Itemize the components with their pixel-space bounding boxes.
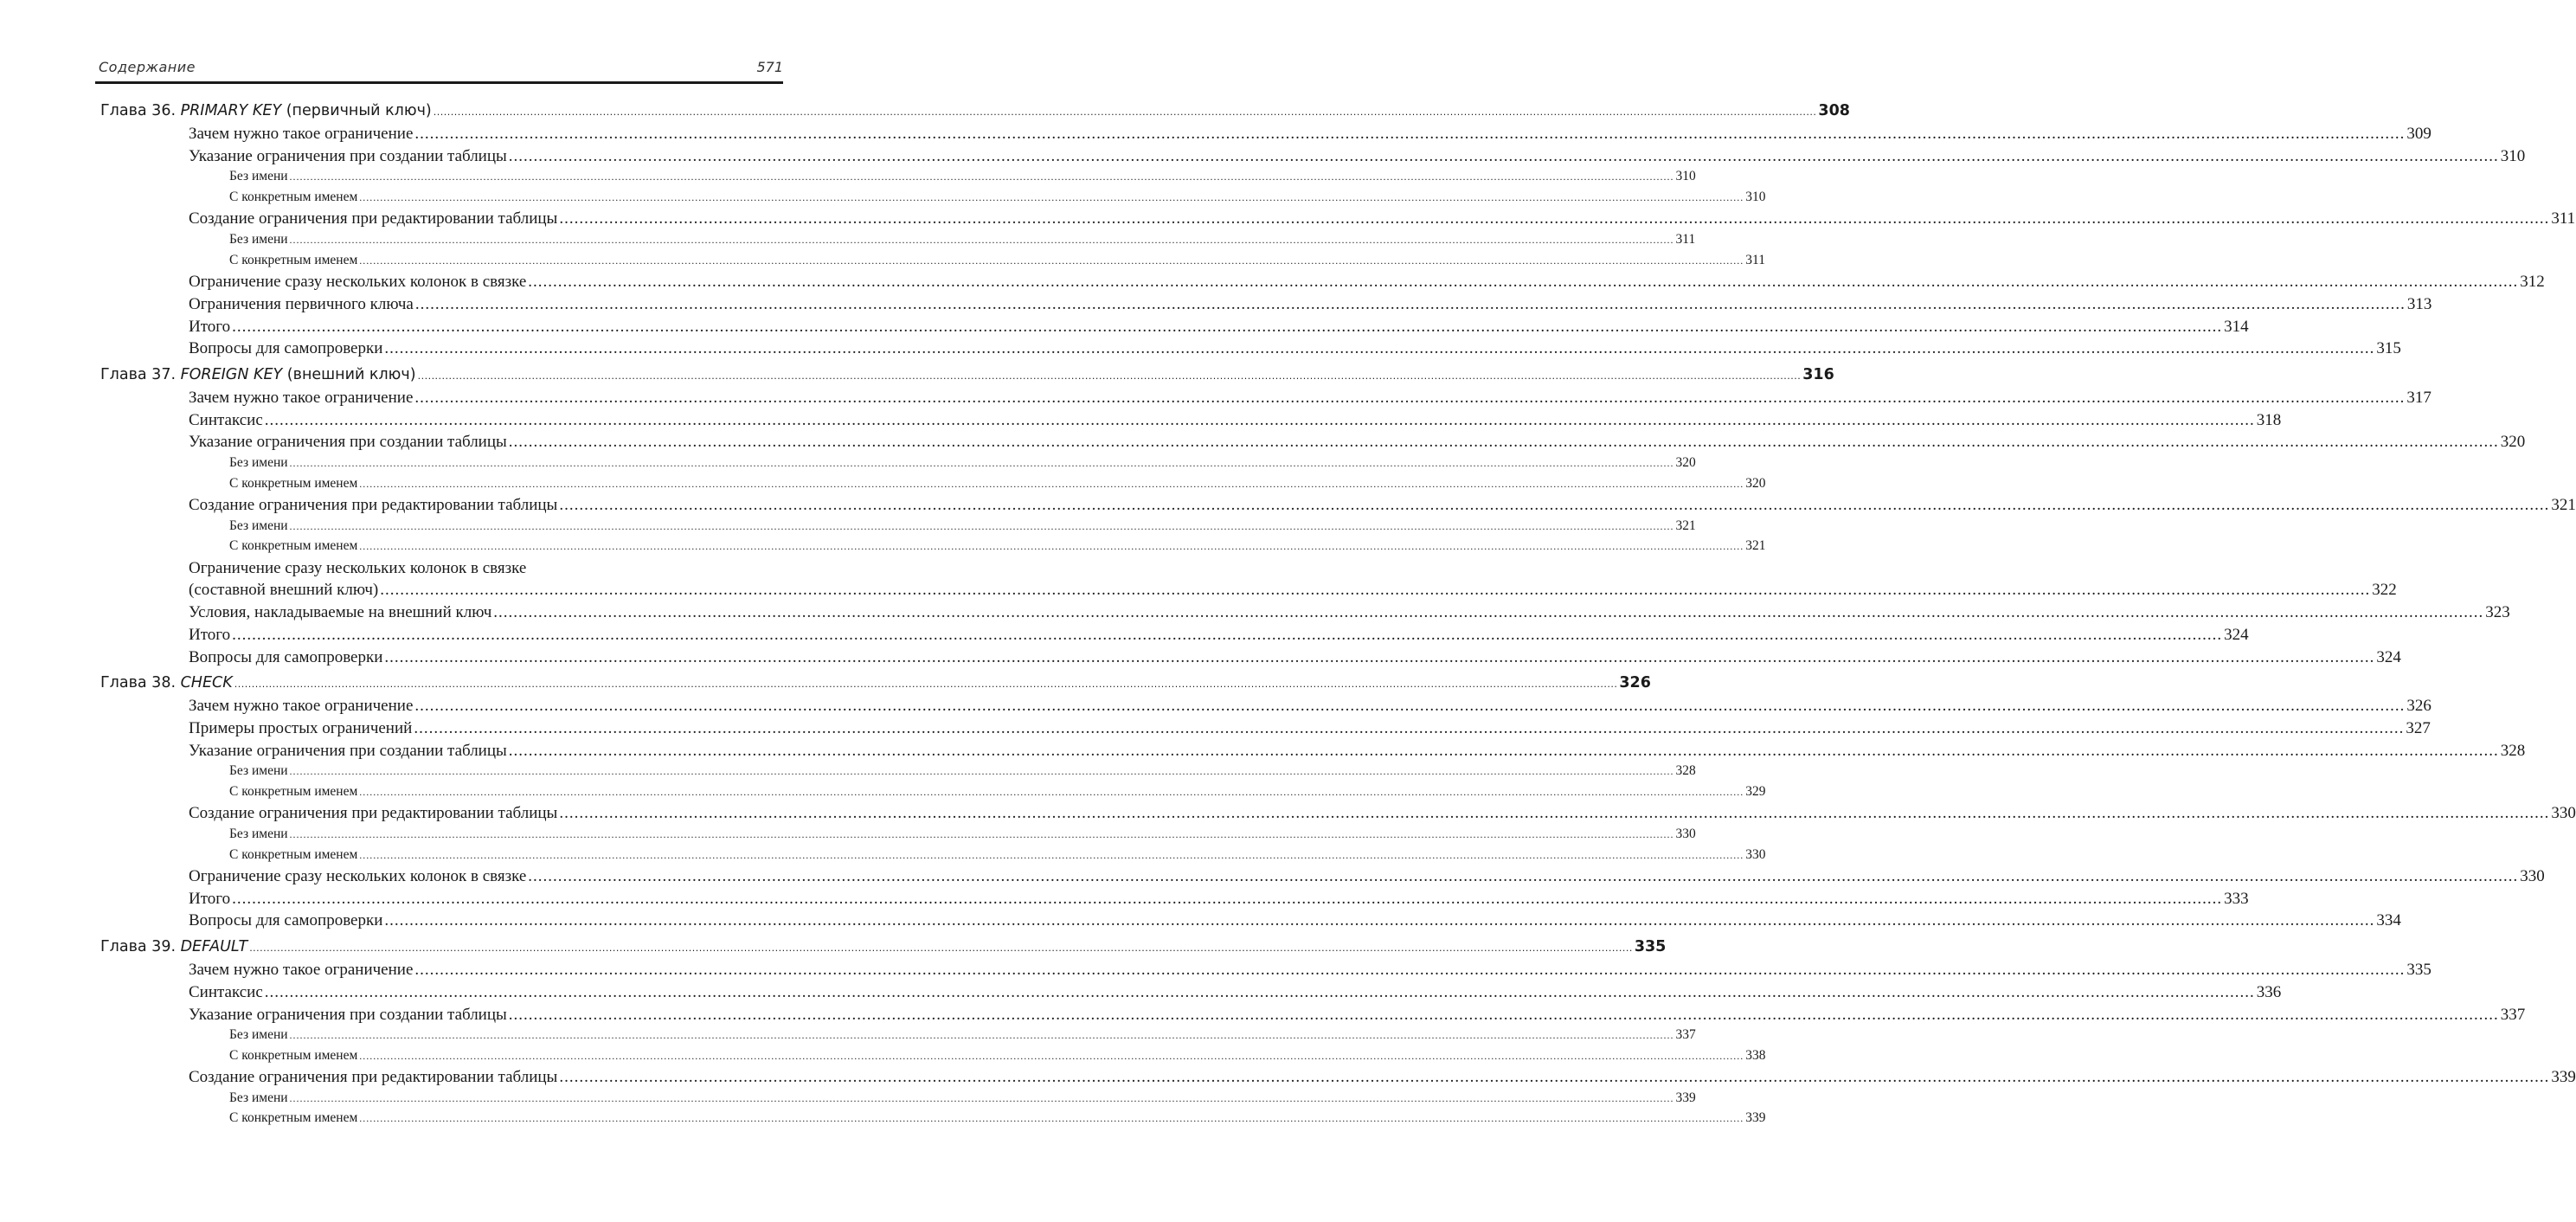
toc-section-entry: [189, 410, 2282, 430]
toc-section-entry: [189, 581, 2397, 600]
dot-leader: ................................................................................................................................................................................................................................................................................................................................................................................................................: [359, 1112, 1744, 1125]
toc-chapter-entry: [100, 365, 1834, 383]
dot-leader: ................................................................................................................................................................................................................................................................................................................................................................................................................: [384, 911, 2375, 930]
chapter-number: Глава 38.: [100, 674, 181, 692]
section-title: С конкретным именем: [229, 1047, 358, 1063]
dot-leader: ................................................................................................................................................................................................................................................................................................................................................................................................................: [232, 317, 2223, 336]
section-title: Указание ограничения при создании таблицы: [189, 741, 507, 760]
dot-leader: ................................................................................................................................................................................................................................................................................................................................................................................................................: [559, 209, 2550, 228]
page-number: 335: [2406, 961, 2431, 980]
dot-leader: ................................................................................................................................................................................................................................................................................................................................................................................................................: [384, 647, 2375, 666]
page-number: 314: [2224, 317, 2249, 336]
dot-leader: ................................................................................................................................................................................................................................................................................................................................................................................................................: [232, 625, 2223, 644]
dot-leader: ................................................................................................................................................................................................................................................................................................................................................................................................................: [493, 603, 2484, 622]
page-number: 320: [1745, 475, 1766, 491]
page-number: 317: [2406, 388, 2431, 407]
dot-leader: ................................................................................................................................................................................................................................................................................................................................................................................................................: [414, 125, 2406, 143]
toc-section-entry: [189, 718, 2431, 738]
section-title: Без имени: [229, 763, 288, 779]
section-title: Синтаксис: [189, 410, 263, 429]
toc-section-entry: [189, 603, 2510, 622]
page-number: 330: [1745, 846, 1766, 862]
toc-chapter-entry: [100, 102, 1850, 119]
toc-section-entry: [229, 169, 1696, 184]
section-title: Синтаксис: [189, 982, 263, 1001]
page-number: 328: [1675, 763, 1696, 779]
chapter-title: [100, 366, 416, 383]
page-number: 326: [2406, 697, 2431, 716]
chapter-keyword: DEFAULT: [180, 938, 248, 956]
section-title: Зачем нужно такое ограничение: [189, 125, 414, 143]
toc-section-entry: [189, 125, 2431, 144]
toc-section-entry: [189, 697, 2431, 716]
page-number: 311: [1745, 252, 1765, 267]
section-title: Зачем нужно такое ограничение: [189, 697, 414, 716]
dot-leader: ................................................................................................................................................................................................................................................................................................................................................................................................................: [264, 410, 2255, 429]
section-title: (составной внешний ключ): [189, 581, 379, 600]
chapter-subtitle: (первичный ключ): [281, 102, 432, 119]
section-title: Итого: [189, 317, 231, 336]
chapter-number: Глава 37.: [100, 365, 181, 383]
dot-leader: ................................................................................................................................................................................................................................................................................................................................................................................................................: [359, 254, 1744, 267]
header-page-number: 571: [756, 59, 783, 75]
chapter-title: [100, 102, 432, 119]
toc-section-entry: [189, 496, 2576, 515]
page-number: 330: [1675, 826, 1696, 841]
page-number: 310: [1745, 189, 1766, 204]
section-title: Указание ограничения при создании таблицы: [189, 1005, 507, 1024]
toc-chapter-entry: [100, 674, 1651, 692]
toc-section-entry: [229, 252, 1765, 268]
dot-leader: ................................................................................................................................................................................................................................................................................................................................................................................................................: [559, 496, 2550, 514]
toc-section-entry: [229, 763, 1696, 779]
toc-section-entry: [189, 625, 2249, 645]
dot-leader: ................................................................................................................................................................................................................................................................................................................................................................................................................: [559, 1068, 2550, 1087]
page-number: 320: [2500, 433, 2526, 452]
page-number: 320: [1675, 455, 1696, 470]
dot-leader: ................................................................................................................................................................................................................................................................................................................................................................................................................: [508, 146, 2499, 165]
running-header: [95, 57, 783, 84]
section-title: Итого: [189, 625, 231, 644]
toc-section-entry: [189, 1068, 2576, 1087]
page-number: 311: [1675, 232, 1696, 248]
toc-section-entry: [189, 982, 2282, 1002]
section-title: Вопросы для самопроверки: [189, 647, 383, 666]
chapter-keyword: FOREIGN KEY: [180, 365, 283, 383]
toc-section-entry: [229, 475, 1766, 492]
page-number: 324: [2224, 625, 2249, 644]
toc-section-entry: [189, 388, 2431, 408]
dot-leader: ................................................................................................................................................................................................................................................................................................................................................................................................................: [234, 679, 1618, 691]
chapter-title: [100, 674, 233, 691]
toc-chapter-entry: [100, 938, 1667, 956]
page-number: 321: [1745, 538, 1766, 554]
toc-section-entry: [189, 1005, 2526, 1025]
toc-section-entry: [189, 339, 2401, 358]
toc-section-entry: [189, 146, 2526, 166]
section-title: Создание ограничения при редактировании таблицы: [189, 1068, 558, 1087]
dot-leader: ................................................................................................................................................................................................................................................................................................................................................................................................................: [528, 273, 2519, 292]
section-title: Без имени: [229, 518, 288, 533]
section-title: С конкретным именем: [229, 846, 358, 862]
dot-leader: ................................................................................................................................................................................................................................................................................................................................................................................................................: [359, 785, 1744, 798]
section-title: С конкретным именем: [229, 252, 358, 267]
toc-section-entry: [189, 889, 2249, 909]
section-title: Ограничение сразу нескольких колонок в связке: [189, 273, 527, 292]
toc-section-entry: [229, 1047, 1766, 1064]
dot-leader: ................................................................................................................................................................................................................................................................................................................................................................................................................: [414, 718, 2405, 737]
section-title: С конкретным именем: [229, 783, 358, 799]
dot-leader: ................................................................................................................................................................................................................................................................................................................................................................................................................: [359, 477, 1744, 490]
chapter-number: Глава 36.: [100, 102, 181, 119]
dot-leader: ................................................................................................................................................................................................................................................................................................................................................................................................................: [380, 581, 2371, 600]
toc-section-entry: [189, 741, 2526, 761]
section-title: Создание ограничения при редактировании таблицы: [189, 804, 558, 823]
dot-leader: ................................................................................................................................................................................................................................................................................................................................................................................................................: [508, 741, 2499, 760]
page-number: 334: [2376, 911, 2401, 930]
dot-leader: ................................................................................................................................................................................................................................................................................................................................................................................................................: [508, 1005, 2499, 1024]
page-number: 333: [2224, 889, 2249, 908]
toc-section-entry: [229, 1027, 1696, 1043]
chapter-keyword: PRIMARY KEY: [180, 102, 282, 119]
dot-leader: ................................................................................................................................................................................................................................................................................................................................................................................................................: [289, 765, 1674, 778]
dot-leader: ................................................................................................................................................................................................................................................................................................................................................................................................................: [414, 697, 2406, 716]
page-number: 308: [1818, 102, 1850, 119]
toc-section-entry: [229, 783, 1766, 800]
toc-section-entry: [189, 433, 2526, 452]
page-number: 339: [1675, 1090, 1696, 1105]
dot-leader: ................................................................................................................................................................................................................................................................................................................................................................................................................: [232, 889, 2223, 908]
dot-leader: ................................................................................................................................................................................................................................................................................................................................................................................................................: [414, 388, 2406, 407]
page-number: 311: [2551, 209, 2576, 228]
dot-leader: ................................................................................................................................................................................................................................................................................................................................................................................................................: [359, 190, 1744, 203]
dot-leader: ................................................................................................................................................................................................................................................................................................................................................................................................................: [289, 828, 1674, 840]
dot-leader: ................................................................................................................................................................................................................................................................................................................................................................................................................: [384, 339, 2375, 358]
toc-section-entry: [189, 273, 2545, 292]
section-title: Вопросы для самопроверки: [189, 911, 383, 930]
page-number: 310: [2500, 146, 2526, 165]
dot-leader: ................................................................................................................................................................................................................................................................................................................................................................................................................: [289, 457, 1674, 469]
dot-leader: ................................................................................................................................................................................................................................................................................................................................................................................................................: [559, 804, 2550, 823]
page-number: 313: [2406, 294, 2432, 313]
section-title: С конкретным именем: [229, 538, 358, 554]
header-title: Содержание: [99, 59, 196, 75]
page-number: 309: [2406, 125, 2431, 143]
dot-leader: ................................................................................................................................................................................................................................................................................................................................................................................................................: [289, 170, 1674, 183]
section-title: Без имени: [229, 1090, 288, 1105]
page-number: 335: [1634, 938, 1667, 956]
section-title: Ограничение сразу нескольких колонок в связке: [189, 558, 527, 577]
toc-section-entry: [189, 804, 2576, 823]
dot-leader: ................................................................................................................................................................................................................................................................................................................................................................................................................: [264, 982, 2255, 1001]
dot-leader: ................................................................................................................................................................................................................................................................................................................................................................................................................: [289, 1091, 1674, 1104]
toc-section-entry: [229, 538, 1766, 554]
dot-leader: ................................................................................................................................................................................................................................................................................................................................................................................................................: [433, 106, 1817, 118]
dot-leader: ................................................................................................................................................................................................................................................................................................................................................................................................................: [414, 961, 2406, 980]
toc-section-entry: [229, 232, 1696, 248]
page-number: 336: [2256, 982, 2282, 1001]
page-number: 337: [1675, 1027, 1696, 1043]
section-title: Вопросы для самопроверки: [189, 339, 383, 358]
page-number: 322: [2372, 581, 2397, 600]
section-title: Итого: [189, 889, 231, 908]
section-title: Ограничение сразу нескольких колонок в связке: [189, 867, 527, 885]
section-title: Создание ограничения при редактировании таблицы: [189, 209, 558, 228]
section-title: Указание ограничения при создании таблицы: [189, 146, 507, 165]
page-number: 323: [2485, 603, 2510, 622]
page-number: 327: [2406, 718, 2431, 737]
section-title: С конкретным именем: [229, 475, 358, 491]
dot-leader: ................................................................................................................................................................................................................................................................................................................................................................................................................: [359, 1049, 1744, 1062]
toc-section-entry: [189, 867, 2545, 886]
dot-leader: ................................................................................................................................................................................................................................................................................................................................................................................................................: [359, 540, 1744, 553]
section-title: Указание ограничения при создании таблицы: [189, 433, 507, 452]
section-title: С конкретным именем: [229, 1110, 358, 1126]
page-number: 321: [1675, 518, 1696, 533]
chapter-number: Глава 39.: [100, 938, 181, 956]
page-number: 324: [2376, 647, 2401, 666]
page-number: 337: [2500, 1005, 2526, 1024]
dot-leader: ................................................................................................................................................................................................................................................................................................................................................................................................................: [249, 942, 1633, 955]
page-number: 339: [1745, 1110, 1766, 1126]
toc-section-entry: [189, 647, 2401, 667]
toc-section-entry: [229, 1110, 1766, 1126]
section-title: Без имени: [229, 826, 288, 841]
section-title: Условия, накладываемые на внешний ключ: [189, 603, 492, 622]
section-title: Без имени: [229, 1027, 288, 1043]
page-number: 316: [1802, 365, 1834, 383]
toc-section-entry: [189, 911, 2401, 930]
toc-section-entry: [229, 1090, 1696, 1106]
page-number: 321: [2551, 496, 2576, 514]
page-number: 328: [2500, 741, 2526, 760]
toc-section-entry: [229, 846, 1766, 863]
page-number: 329: [1745, 783, 1766, 799]
toc-section-entry: [189, 317, 2249, 337]
section-title: Примеры простых ограничений: [189, 718, 413, 737]
chapter-keyword: CHECK: [180, 674, 233, 692]
page-number: 339: [2551, 1068, 2576, 1087]
page-number: 326: [1619, 674, 1651, 692]
toc-section-entry: [189, 209, 2576, 228]
page-number: 310: [1675, 169, 1696, 184]
dot-leader: ................................................................................................................................................................................................................................................................................................................................................................................................................: [359, 848, 1744, 861]
page-number: 330: [2520, 867, 2545, 885]
chapter-title: [100, 938, 247, 955]
dot-leader: ................................................................................................................................................................................................................................................................................................................................................................................................................: [289, 519, 1674, 532]
dot-leader: ................................................................................................................................................................................................................................................................................................................................................................................................................: [508, 433, 2499, 452]
dot-leader: ................................................................................................................................................................................................................................................................................................................................................................................................................: [528, 867, 2519, 885]
dot-leader: ................................................................................................................................................................................................................................................................................................................................................................................................................: [289, 1029, 1674, 1042]
section-title: Без имени: [229, 455, 288, 470]
toc-section-entry: [229, 189, 1766, 205]
section-title: Зачем нужно такое ограничение: [189, 388, 414, 407]
section-title: Без имени: [229, 232, 288, 248]
page-number: 330: [2551, 804, 2576, 823]
page-number: 318: [2256, 410, 2282, 429]
page-number: 315: [2376, 339, 2401, 358]
section-title: Зачем нужно такое ограничение: [189, 961, 414, 980]
toc-section-entry: [229, 826, 1696, 842]
toc-section-entry: [189, 559, 781, 578]
section-title: С конкретным именем: [229, 189, 358, 204]
page-number: 338: [1745, 1047, 1766, 1063]
dot-leader: ................................................................................................................................................................................................................................................................................................................................................................................................................: [417, 370, 1802, 382]
toc-section-entry: [189, 294, 2432, 314]
page-number: 312: [2520, 273, 2545, 292]
toc-section-entry: [229, 518, 1696, 534]
dot-leader: ................................................................................................................................................................................................................................................................................................................................................................................................................: [289, 234, 1674, 247]
dot-leader: ................................................................................................................................................................................................................................................................................................................................................................................................................: [414, 294, 2406, 313]
toc-section-entry: [189, 961, 2431, 980]
section-title: Без имени: [229, 169, 288, 184]
section-title: Ограничения первичного ключа: [189, 294, 414, 313]
section-title: Создание ограничения при редактировании таблицы: [189, 496, 558, 514]
chapter-subtitle: (внешний ключ): [282, 365, 416, 383]
toc-section-entry: [229, 455, 1696, 471]
